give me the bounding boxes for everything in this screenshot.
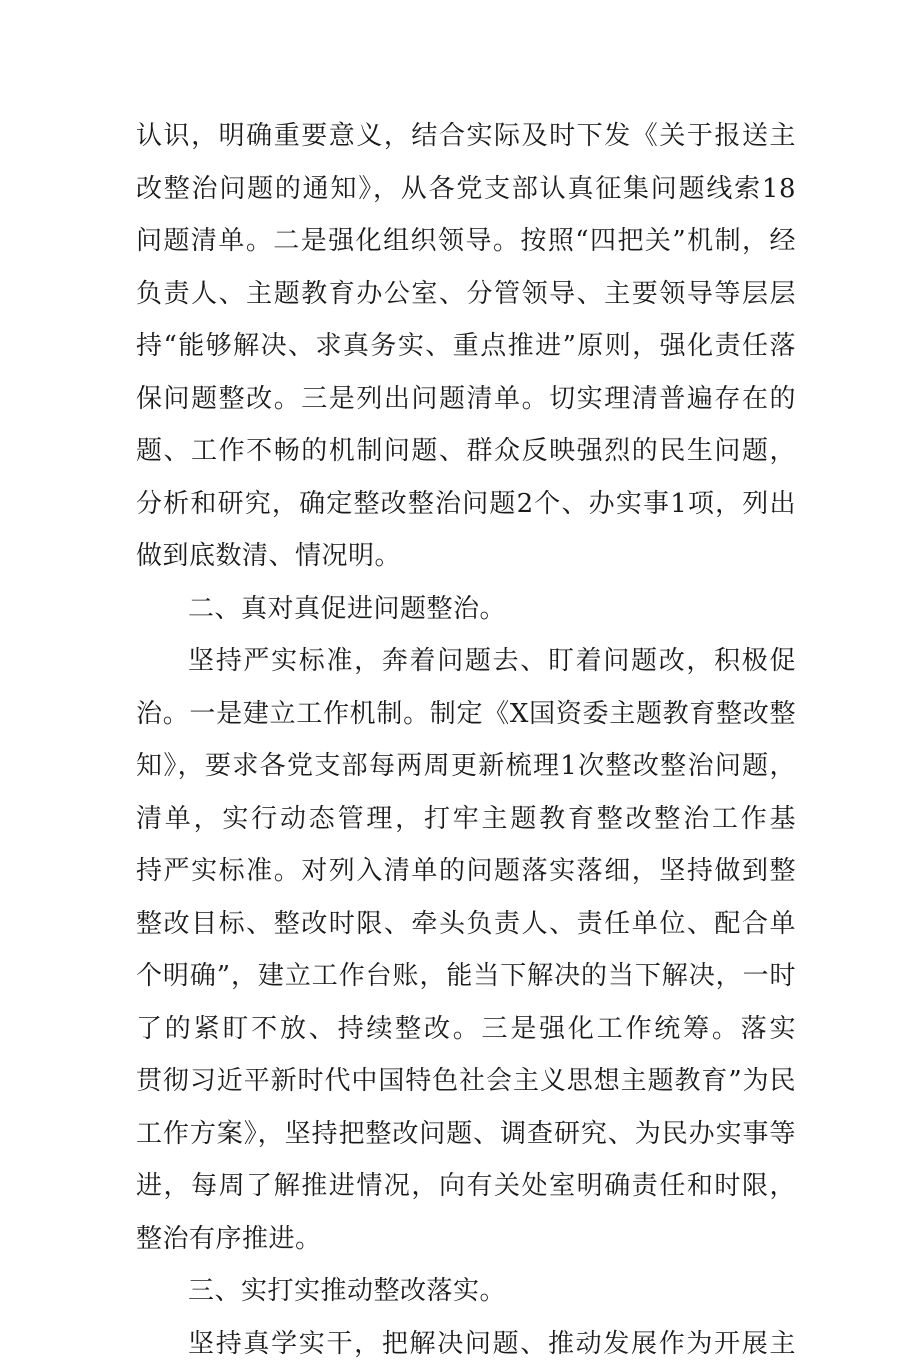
text-line: 改整治问题的通知》，从各党支部认真征集问题线索18 — [136, 163, 796, 216]
text-line: 知》，要求各党支部每两周更新梳理1次整改整治问题， — [136, 740, 796, 793]
section-heading-2: 二、真对真促进问题整治。 — [136, 583, 796, 636]
text-line: 题、工作不畅的机制问题、群众反映强烈的民生问题， — [136, 425, 796, 478]
text-line: 认识，明确重要意义，结合实际及时下发《关于报送主 — [136, 110, 796, 163]
text-line: 贯彻习近平新时代中国特色社会主义思想主题教育”为民 — [136, 1055, 796, 1108]
text-line: 了的紧盯不放、持续整改。三是强化工作统筹。落实 — [136, 1003, 796, 1056]
text-line-paragraph-end: 整治有序推进。 — [136, 1213, 796, 1266]
document-body — [136, 110, 796, 1370]
text-line: 持“能够解决、求真务实、重点推进”原则，强化责任落 — [136, 320, 796, 373]
text-line: 整改目标、整改时限、牵头负责人、责任单位、配合单 — [136, 898, 796, 951]
text-line: 进，每周了解推进情况，向有关处室明确责任和时限， — [136, 1160, 796, 1213]
text-line: 持严实标准。对列入清单的问题落实落细，坚持做到整 — [136, 845, 796, 898]
text-line: 个明确”，建立工作台账，能当下解决的当下解决，一时 — [136, 950, 796, 1003]
text-line-paragraph-start: 坚持严实标准，奔着问题去、盯着问题改，积极促 — [136, 635, 796, 688]
text-line: 分析和研究，确定整改整治问题2个、办实事1项，列出 — [136, 478, 796, 531]
text-line: 问题清单。二是强化组织领导。按照“四把关”机制，经 — [136, 215, 796, 268]
text-line-paragraph-end: 做到底数清、情况明。 — [136, 530, 796, 583]
text-line: 工作方案》，坚持把整改问题、调查研究、为民办实事等 — [136, 1108, 796, 1161]
text-line-paragraph-start: 坚持真学实干，把解决问题、推动发展作为开展主 — [136, 1318, 796, 1370]
text-line: 清单，实行动态管理，打牢主题教育整改整治工作基 — [136, 793, 796, 846]
text-line: 负责人、主题教育办公室、分管领导、主要领导等层层 — [136, 268, 796, 321]
text-line: 治。一是建立工作机制。制定《X国资委主题教育整改整 — [136, 688, 796, 741]
section-heading-3: 三、实打实推动整改落实。 — [136, 1265, 796, 1318]
text-line: 保问题整改。三是列出问题清单。切实理清普遍存在的 — [136, 373, 796, 426]
